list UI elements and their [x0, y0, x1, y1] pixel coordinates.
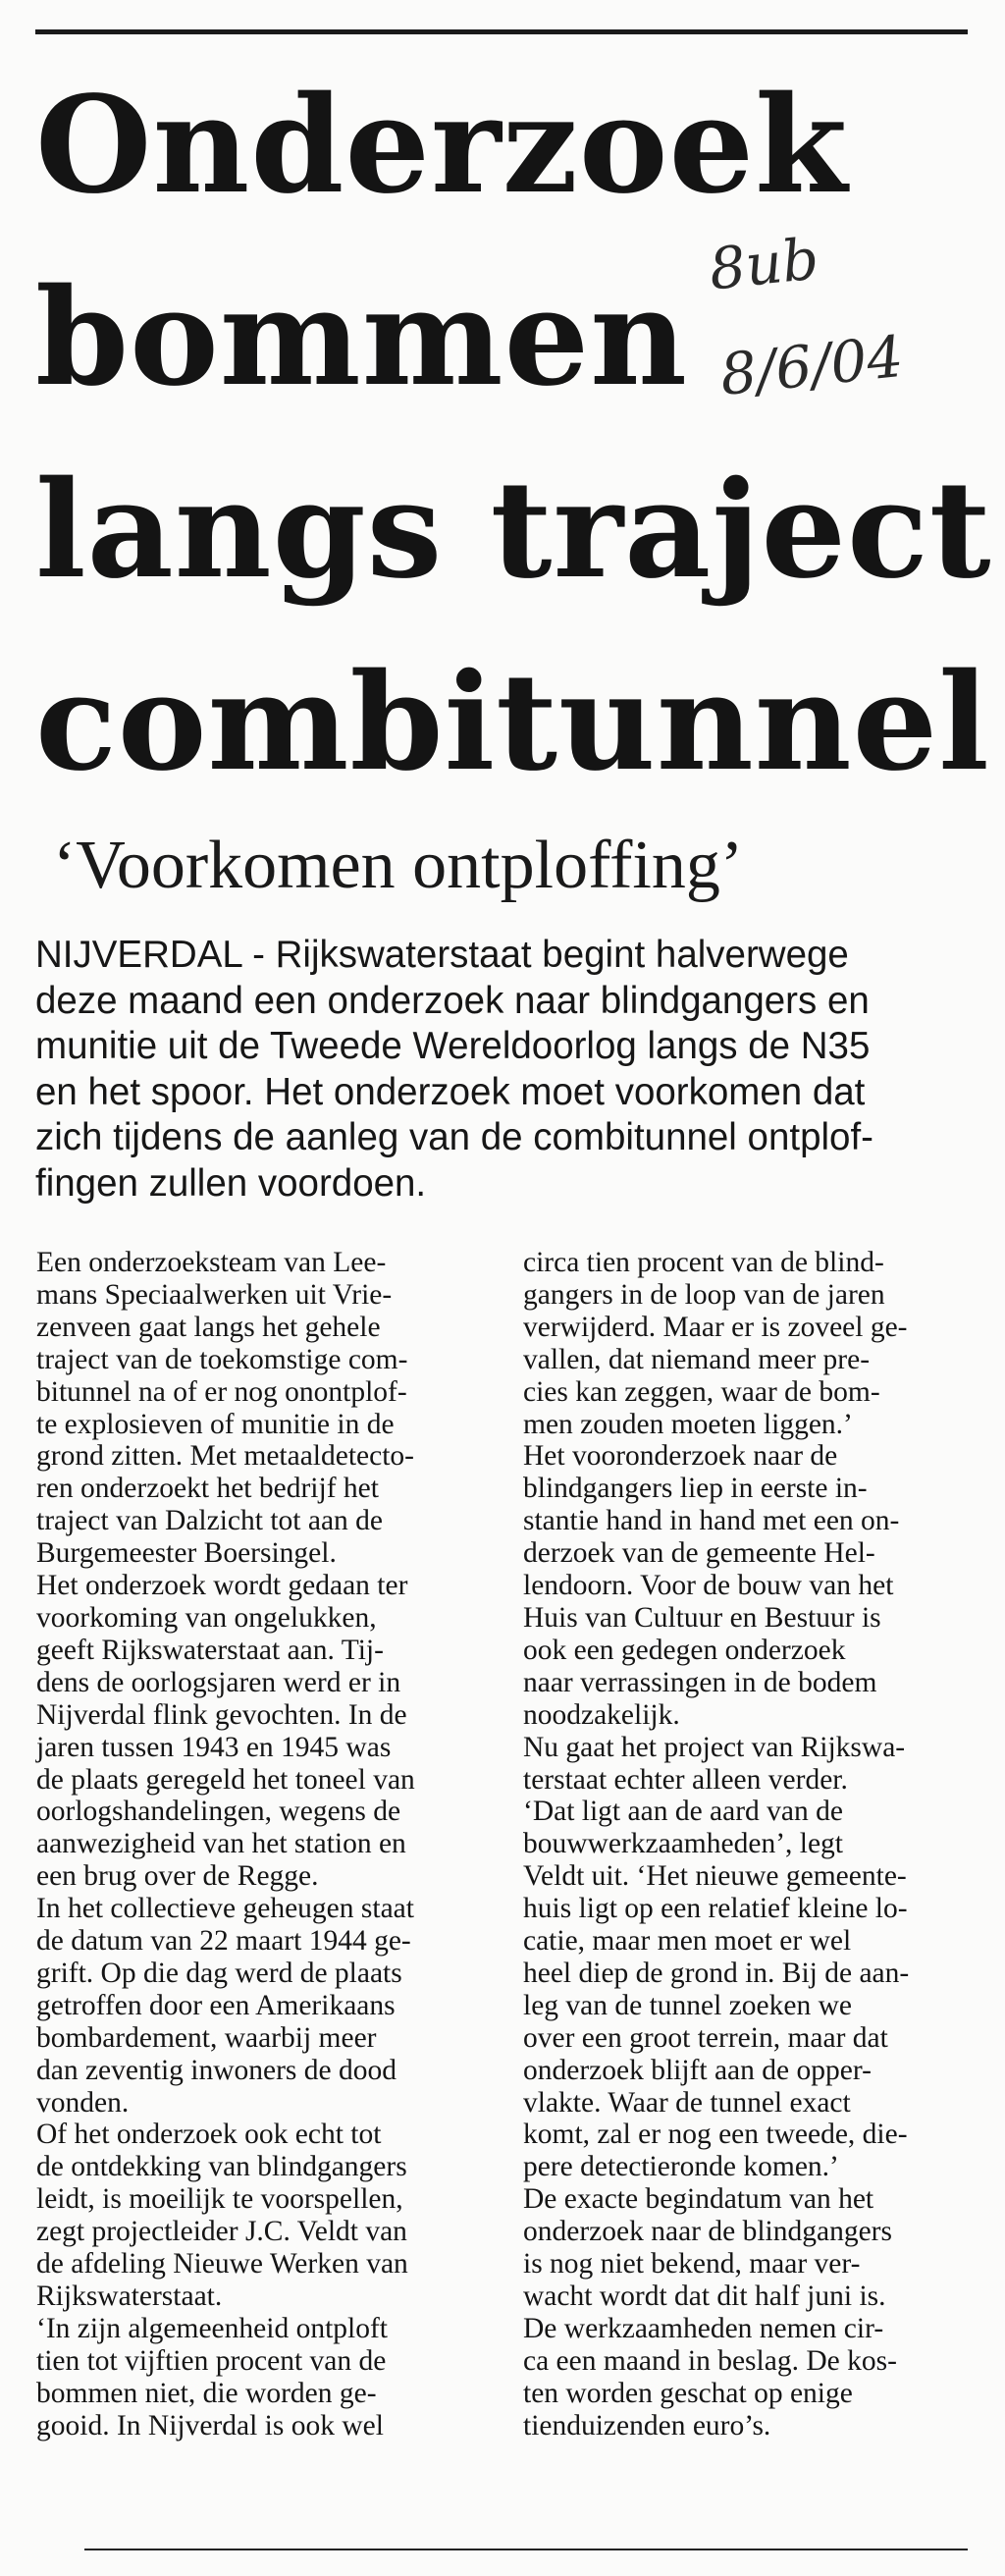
lead-paragraph: [35, 933, 978, 1208]
text-line: verwijderd. Maar er is zoveel ge-: [523, 1311, 908, 1343]
text-line: Het vooronderzoek naar de: [523, 1440, 838, 1473]
text-line: catie, maar men moet er wel: [523, 1925, 852, 1958]
text-line: traject van de toekomstige com-: [36, 1343, 408, 1375]
text-line: munitie uit de Tweede Wereldoorlog langs de N35: [35, 1025, 871, 1068]
text-line: vallen, dat niemand meer pre-: [523, 1343, 871, 1375]
text-line: ca een maand in beslag. De kos-: [523, 2344, 897, 2377]
text-line: stantie hand in hand met een on-: [523, 1505, 900, 1537]
text-line: geeft Rijkswaterstaat aan. Tij-: [36, 1634, 384, 1666]
text-line: is nog niet bekend, maar ver-: [523, 2248, 861, 2281]
text-line: Nijverdal flink gevochten. In de: [36, 1698, 407, 1731]
text-line: Of het onderzoek ook echt tot: [36, 2119, 382, 2151]
text-line: noodzakelijk.: [523, 1698, 680, 1731]
text-line: een brug over de Regge.: [36, 1860, 319, 1893]
text-line: ten worden geschat op enige: [523, 2377, 853, 2409]
subheadline: ‘Voorkomen ontploffing’: [53, 828, 744, 903]
text-line: vonden.: [36, 2086, 130, 2119]
handwritten-note-line: 8ub: [706, 225, 822, 303]
text-line: men zouden moeten liggen.’: [523, 1408, 853, 1440]
text-line: oorlogshandelingen, wegens de: [36, 1796, 401, 1828]
text-line: tien tot vijftien procent van de: [36, 2344, 387, 2377]
text-line: Veldt uit. ‘Het nieuwe gemeente-: [523, 1860, 907, 1893]
text-line: NIJVERDAL - Rijkswaterstaat begint halverwege: [35, 934, 849, 976]
text-line: onderzoek blijft aan de opper-: [523, 2054, 872, 2086]
bottom-rule: [84, 2549, 968, 2550]
text-line: wacht wordt dat dit half juni is.: [523, 2281, 886, 2312]
text-line: heel diep de grond in. Bij de aan-: [523, 1957, 910, 1989]
text-line: de plaats geregeld het toneel van: [36, 1763, 415, 1796]
text-line: zich tijdens de aanleg van de combitunnel ontplof-: [35, 1116, 873, 1159]
text-line: te explosieven of munitie in de: [36, 1408, 395, 1440]
text-line: deze maand een onderzoek naar blindgangers en: [35, 979, 870, 1022]
text-line: grond zitten. Met metaaldetecto-: [36, 1440, 414, 1473]
text-line: ‘Dat ligt aan de aard van de: [523, 1796, 843, 1828]
text-line: de ontdekking van blindgangers: [36, 2151, 407, 2183]
text-line: de afdeling Nieuwe Werken van: [36, 2248, 408, 2281]
text-line: leg van de tunnel zoeken we: [523, 1989, 853, 2021]
text-line: pere detectieronde komen.’: [523, 2151, 839, 2183]
text-line: bombardement, waarbij meer: [36, 2021, 377, 2054]
text-line: komt, zal er nog een tweede, die-: [523, 2119, 908, 2151]
text-line: onderzoek naar de blindgangers: [523, 2216, 892, 2248]
text-line: In het collectieve geheugen staat: [36, 1893, 414, 1925]
headline-line: combitunnel: [35, 644, 990, 801]
text-line: aanwezigheid van het station en: [36, 1828, 406, 1860]
text-line: leidt, is moeilijk te voorspellen,: [36, 2183, 403, 2216]
text-line: vlakte. Waar de tunnel exact: [523, 2086, 851, 2119]
headline-line: Onderzoek: [35, 67, 849, 224]
text-line: cies kan zeggen, waar de bom-: [523, 1375, 880, 1408]
text-line: dan zeventig inwoners de dood: [36, 2054, 397, 2086]
text-line: huis ligt op een relatief kleine lo-: [523, 1893, 908, 1925]
text-line: grift. Op die dag werd de plaats: [36, 1957, 402, 1989]
text-line: De werkzaamheden nemen cir-: [523, 2312, 884, 2344]
text-line: terstaat echter alleen verder.: [523, 1763, 848, 1796]
body-column-left: [36, 1247, 498, 2442]
headline-line: langs traject: [35, 452, 992, 609]
text-line: gangers in de loop van de jaren: [523, 1278, 885, 1311]
text-line: traject van Dalzicht tot aan de: [36, 1505, 384, 1537]
headline: [35, 49, 992, 819]
text-line: ook een gedegen onderzoek: [523, 1634, 846, 1666]
top-rule: [35, 29, 968, 34]
text-line: Een onderzoeksteam van Lee-: [36, 1247, 387, 1278]
text-line: mans Speciaalwerken uit Vrie-: [36, 1278, 393, 1311]
text-line: Burgemeester Boersingel.: [36, 1537, 337, 1570]
text-line: getroffen door een Amerikaans: [36, 1989, 396, 2021]
text-line: gooid. In Nijverdal is ook wel: [36, 2409, 384, 2442]
text-line: jaren tussen 1943 en 1945 was: [36, 1731, 392, 1763]
text-line: ‘In zijn algemeenheid ontploft: [36, 2312, 388, 2344]
body-column-right: [523, 1247, 984, 2442]
text-line: de datum van 22 maart 1944 ge-: [36, 1925, 411, 1958]
text-line: Het onderzoek wordt gedaan ter: [36, 1570, 408, 1602]
text-line: Nu gaat het project van Rijkswa-: [523, 1731, 906, 1763]
text-line: Rijkswaterstaat.: [36, 2281, 223, 2312]
text-line: zenveen gaat langs het gehele: [36, 1311, 381, 1343]
text-line: bouwwerkzaamheden’, legt: [523, 1828, 843, 1860]
text-line: circa tien procent van de blind-: [523, 1247, 884, 1278]
text-line: derzoek van de gemeente Hel-: [523, 1537, 875, 1570]
text-line: dens de oorlogsjaren werd er in: [36, 1666, 401, 1698]
text-line: en het spoor. Het onderzoek moet voorkomen dat: [35, 1070, 866, 1113]
text-line: zegt projectleider J.C. Veldt van: [36, 2216, 407, 2248]
text-line: Huis van Cultuur en Bestuur is: [523, 1601, 881, 1634]
text-line: tienduizenden euro’s.: [523, 2409, 771, 2442]
text-line: voorkoming van ongelukken,: [36, 1601, 377, 1634]
text-line: over een groot terrein, maar dat: [523, 2021, 888, 2054]
text-line: fingen zullen voordoen.: [35, 1161, 427, 1205]
headline-line: bommen: [35, 259, 689, 416]
text-line: blindgangers liep in eerste in-: [523, 1473, 868, 1505]
text-line: ren onderzoekt het bedrijf het: [36, 1473, 379, 1505]
handwritten-note: [704, 196, 921, 428]
text-line: bitunnel na of er nog onontplof-: [36, 1375, 407, 1408]
text-line: naar verrassingen in de bodem: [523, 1666, 877, 1698]
text-line: bommen niet, die worden ge-: [36, 2377, 377, 2409]
handwritten-note-date: 8/6/04: [716, 322, 907, 408]
text-line: De exacte begindatum van het: [523, 2183, 874, 2216]
text-line: lendoorn. Voor de bouw van het: [523, 1570, 894, 1602]
